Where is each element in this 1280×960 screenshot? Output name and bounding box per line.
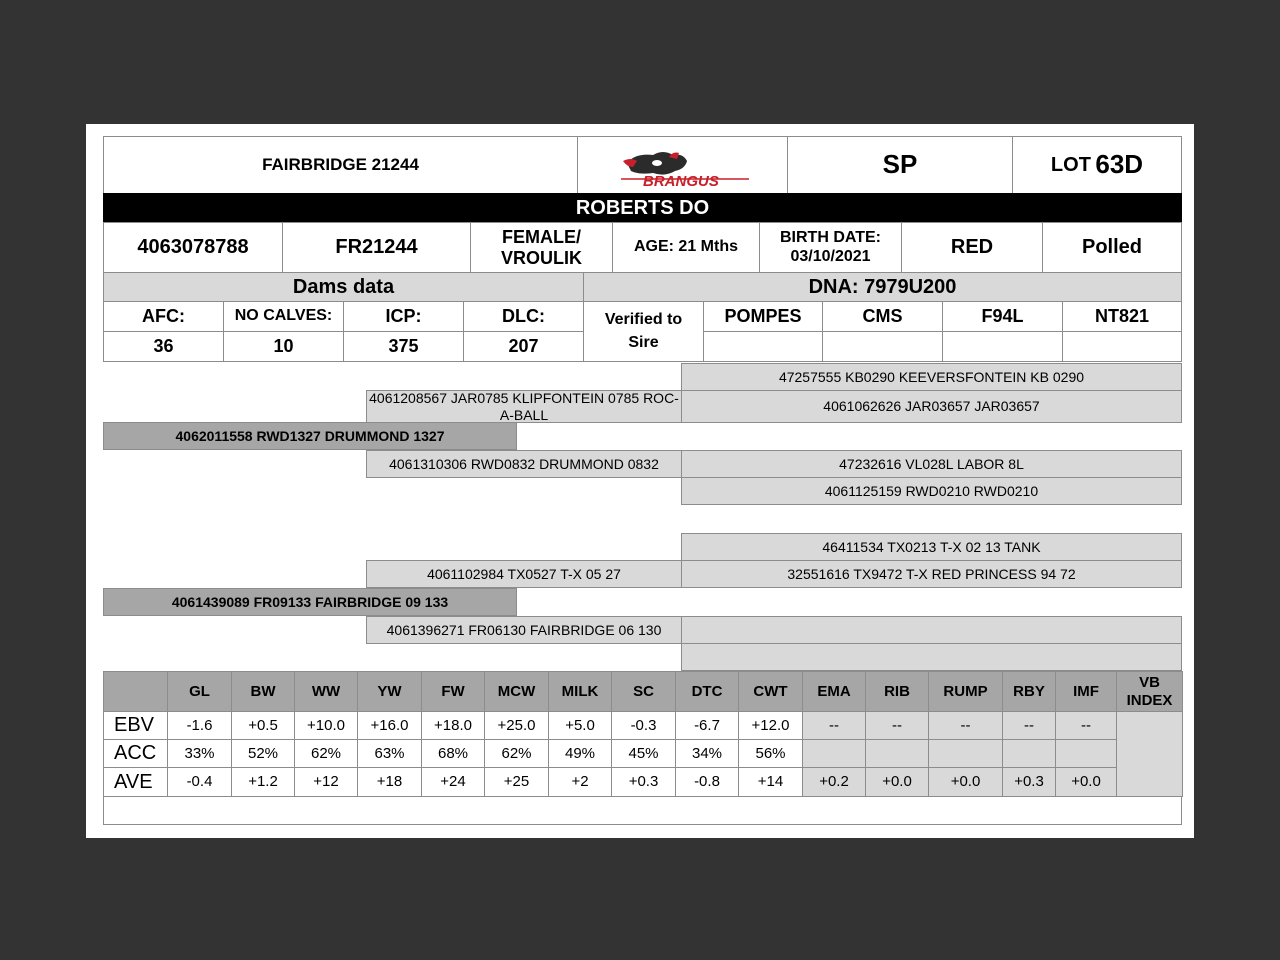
afc-label: AFC: — [103, 301, 224, 332]
ebv-value-ave-gl: -0.4 — [167, 767, 232, 797]
footer-row — [103, 796, 1182, 825]
ebv-value-acc-fw: 68% — [421, 739, 485, 768]
ebv-value-acc-sc: 45% — [611, 739, 676, 768]
ebv-value-ebv-milk: +5.0 — [548, 711, 612, 740]
vb-index-header — [1116, 671, 1183, 712]
ebv-value-acc-cwt: 56% — [738, 739, 803, 768]
pedigree-sire: 4062011558 RWD1327 DRUMMOND 1327 — [103, 422, 517, 450]
ebv-value-ave-bw: +1.2 — [231, 767, 295, 797]
ebv-header-bw: BW — [231, 671, 295, 712]
ebv-value-acc-rump — [928, 739, 1003, 768]
icp-label: ICP: — [343, 301, 464, 332]
ebv-value-ave-fw: +24 — [421, 767, 485, 797]
dlc-value: 207 — [463, 331, 584, 362]
ebv-header-milk: MILK — [548, 671, 612, 712]
pedigree-dam-sire: 4061102984 TX0527 T-X 05 27 — [366, 560, 682, 588]
horn-status: Polled — [1042, 222, 1182, 273]
ebv-value-ebv-sc: -0.3 — [611, 711, 676, 740]
calves-label: NO CALVES: — [223, 301, 344, 332]
sex — [470, 222, 613, 273]
ebv-value-ave-milk: +2 — [548, 767, 612, 797]
ebv-value-ebv-cwt: +12.0 — [738, 711, 803, 740]
ebv-value-acc-rib — [865, 739, 929, 768]
ebv-value-acc-rby — [1002, 739, 1056, 768]
ebv-value-ave-mcw: +25 — [484, 767, 549, 797]
ebv-value-ave-yw: +18 — [357, 767, 422, 797]
dna-result-cms — [822, 331, 943, 362]
birth-date-label: BIRTH DATE: — [779, 229, 882, 247]
ebv-value-ave-sc: +0.3 — [611, 767, 676, 797]
tattoo: FR21244 — [282, 222, 471, 273]
pedigree-sire-sire: 4061208567 JAR0785 KLIPFONTEIN 0785 ROC-A-BALL — [366, 390, 682, 423]
icp-value: 375 — [343, 331, 464, 362]
lot-box — [1012, 136, 1182, 194]
animal-name: FAIRBRIDGE 21244 — [103, 136, 578, 194]
ebv-value-ave-rib: +0.0 — [865, 767, 929, 797]
ebv-row-label-ave: AVE — [103, 767, 168, 797]
lot-label: LOT — [1050, 153, 1091, 176]
ebv-value-ebv-yw: +16.0 — [357, 711, 422, 740]
verified-line2: Sire — [628, 333, 659, 351]
lot-number: 63D — [1095, 149, 1144, 180]
ebv-header-mcw: MCW — [484, 671, 549, 712]
pedigree-dam-sire-dam: 32551616 TX9472 T-X RED PRINCESS 94 72 — [681, 560, 1182, 588]
ebv-value-ebv-dtc: -6.7 — [675, 711, 739, 740]
dna-test-nt821: NT821 — [1062, 301, 1182, 332]
ebv-header-gl: GL — [167, 671, 232, 712]
pedigree-sire-dam-dam: 4061125159 RWD0210 RWD0210 — [681, 477, 1182, 505]
pedigree-dam-sire-sire: 46411534 TX0213 T-X 02 13 TANK — [681, 533, 1182, 561]
ebv-value-acc-milk: 49% — [548, 739, 612, 768]
pedigree-sire-dam-sire: 47232616 VL028L LABOR 8L — [681, 450, 1182, 478]
ebv-header-sc: SC — [611, 671, 676, 712]
ebv-value-ebv-ww: +10.0 — [294, 711, 358, 740]
ebv-row-label-ebv: EBV — [103, 711, 168, 740]
ebv-value-ebv-fw: +18.0 — [421, 711, 485, 740]
pedigree-sire-sire-dam: 4061062626 JAR03657 JAR03657 — [681, 390, 1182, 423]
ebv-header-dtc: DTC — [675, 671, 739, 712]
verified-line1: Verified to — [604, 311, 683, 329]
ebv-value-acc-bw: 52% — [231, 739, 295, 768]
ebv-header-rby: RBY — [1002, 671, 1056, 712]
ebv-header-imf: IMF — [1055, 671, 1117, 712]
ebv-value-acc-mcw: 62% — [484, 739, 549, 768]
color: RED — [901, 222, 1043, 273]
pedigree-sire-sire-sire: 47257555 KB0290 KEEVERSFONTEIN KB 0290 — [681, 363, 1182, 391]
registration-number: 4063078788 — [103, 222, 283, 273]
ebv-value-ave-ww: +12 — [294, 767, 358, 797]
dna-title: DNA: 7979U200 — [583, 272, 1182, 302]
sex-line1: FEMALE/ — [502, 226, 581, 247]
vb-index-vb-line2: INDEX — [1126, 691, 1173, 709]
ebv-value-ebv-mcw: +25.0 — [484, 711, 549, 740]
pedigree-dam-dam-dam — [681, 643, 1182, 671]
ebv-header-corner — [103, 671, 168, 712]
pedigree-sire-dam: 4061310306 RWD0832 DRUMMOND 0832 — [366, 450, 682, 478]
ebv-value-ave-rby: +0.3 — [1002, 767, 1056, 797]
ebv-value-acc-yw: 63% — [357, 739, 422, 768]
dlc-label: DLC: — [463, 301, 584, 332]
grade: SP — [787, 136, 1013, 194]
birth-date: 03/10/2021 — [790, 247, 871, 265]
pedigree-dam-dam: 4061396271 FR06130 FAIRBRIDGE 06 130 — [366, 616, 682, 644]
ebv-row-label-acc: ACC — [103, 739, 168, 768]
ebv-value-ebv-gl: -1.6 — [167, 711, 232, 740]
ebv-value-ave-cwt: +14 — [738, 767, 803, 797]
breeder-bar: ROBERTS DO — [103, 193, 1182, 223]
vb-index-vb-line1: VB — [1139, 674, 1160, 692]
ebv-value-ebv-rib: -- — [865, 711, 929, 740]
bull-logo-icon — [613, 143, 753, 187]
dna-result-pompes — [703, 331, 823, 362]
verified-to-sire — [583, 301, 704, 362]
calves-value: 10 — [223, 331, 344, 362]
ebv-value-ave-imf: +0.0 — [1055, 767, 1117, 797]
dna-test-pompes: POMPES — [703, 301, 823, 332]
ebv-header-yw: YW — [357, 671, 422, 712]
afc-value: 36 — [103, 331, 224, 362]
dams-title: Dams data — [103, 272, 584, 302]
ebv-header-ww: WW — [294, 671, 358, 712]
logo-text: BRANGUS — [642, 173, 719, 187]
ebv-value-ave-rump: +0.0 — [928, 767, 1003, 797]
ebv-header-cwt: CWT — [738, 671, 803, 712]
ebv-value-acc-dtc: 34% — [675, 739, 739, 768]
ebv-header-rump: RUMP — [928, 671, 1003, 712]
pedigree-dam: 4061439089 FR09133 FAIRBRIDGE 09 133 — [103, 588, 517, 616]
ebv-header-ema: EMA — [802, 671, 866, 712]
ebv-value-ebv-rump: -- — [928, 711, 1003, 740]
dna-test-cms: CMS — [822, 301, 943, 332]
birth-date-box — [759, 222, 902, 273]
brangus-logo — [577, 136, 788, 194]
ebv-value-ebv-imf: -- — [1055, 711, 1117, 740]
dna-result-nt821 — [1062, 331, 1182, 362]
vb-index-value — [1116, 711, 1183, 797]
age: AGE: 21 Mths — [612, 222, 760, 273]
ebv-value-acc-gl: 33% — [167, 739, 232, 768]
sex-line2: VROULIK — [501, 247, 582, 268]
ebv-value-ebv-ema: -- — [802, 711, 866, 740]
ebv-value-ebv-bw: +0.5 — [231, 711, 295, 740]
lot-card — [86, 124, 1194, 838]
ebv-value-ave-dtc: -0.8 — [675, 767, 739, 797]
ebv-value-ebv-rby: -- — [1002, 711, 1056, 740]
ebv-value-acc-imf — [1055, 739, 1117, 768]
dna-test-f94l: F94L — [942, 301, 1063, 332]
ebv-header-rib: RIB — [865, 671, 929, 712]
pedigree-dam-dam-sire — [681, 616, 1182, 644]
ebv-value-ave-ema: +0.2 — [802, 767, 866, 797]
ebv-header-fw: FW — [421, 671, 485, 712]
dna-result-f94l — [942, 331, 1063, 362]
ebv-value-acc-ema — [802, 739, 866, 768]
ebv-value-acc-ww: 62% — [294, 739, 358, 768]
